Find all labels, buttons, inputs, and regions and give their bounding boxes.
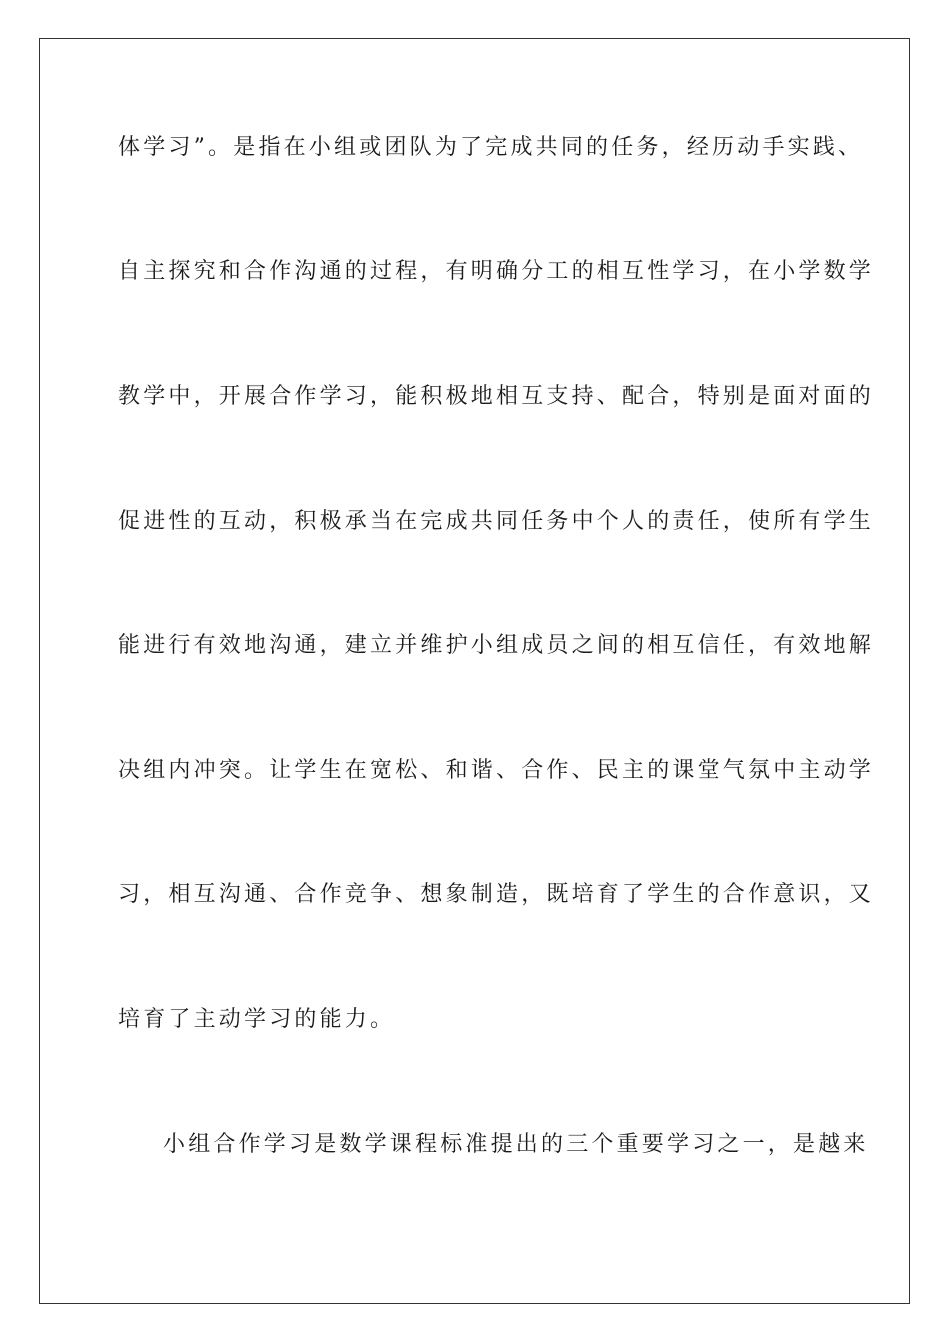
paragraph-line: 自主探究和合作沟通的过程，有明确分工的相互性学习，在小学数学 [118, 259, 875, 284]
paragraph-line: 教学中，开展合作学习，能积极地相互支持、配合，特别是面对面的 [118, 384, 875, 409]
paragraph-line: 能进行有效地沟通，建立并维护小组成员之间的相互信任，有效地解 [118, 633, 875, 658]
paragraph-line: 习，相互沟通、合作竞争、想象制造，既培育了学生的合作意识，又 [118, 882, 875, 907]
paragraph-line: 体学习”。是指在小组或团队为了完成共同的任务，经历动手实践、 [118, 135, 864, 160]
paragraph-line: 决组内冲突。让学生在宽松、和谐、合作、民主的课堂气氛中主动学 [118, 758, 875, 783]
paragraph-line: 培育了主动学习的能力。 [118, 1007, 396, 1032]
paragraph-line: 小组合作学习是数学课程标准提出的三个重要学习之一，是越来 [163, 1132, 869, 1157]
paragraph-line: 促进性的互动，积极承当在完成共同任务中个人的责任，使所有学生 [118, 509, 875, 534]
page-border [39, 38, 910, 1304]
